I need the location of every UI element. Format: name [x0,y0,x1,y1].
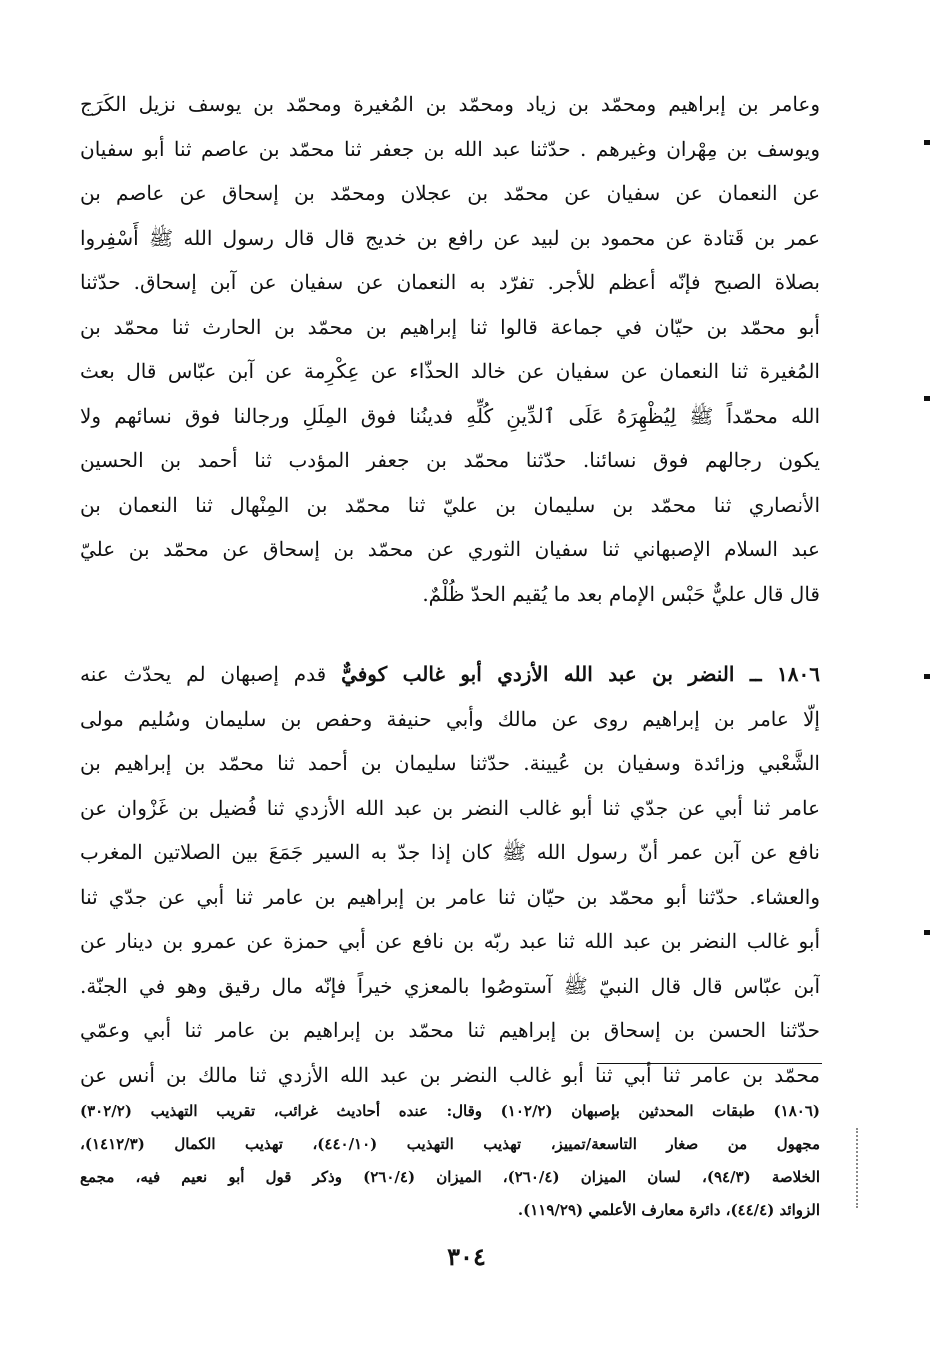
text-line: بصلاة الصبح فإنّه أعظم للأجر. تفرّد به النعمان عن سفيان عن آبن إسحاق. حدّثنا [80,270,820,294]
margin-dots [856,1128,860,1208]
text-line: المُغيرة ثنا النعمان عن سفيان عن خالد الحذّاء عن عِكْرِمة عن آبن عبّاس قال بعث [80,359,820,383]
text-line: أبو غالب النضر بن عبد الله ثنا عبد ربّه بن نافع عن أبي حمزة عن عمرو بن دينار عن [80,929,820,953]
text-line: إلّا عامر بن إبراهيم روى عن مالك وأبي حنيفة وحفص بن سليمان وسُليم مولى [80,706,820,731]
text-line: عامر ثنا أبي عن جدّي ثنا أبو غالب النضر بن عبد الله الأزدي ثنا فُضيل بن غَزْوان عن [80,795,820,820]
footnote-line: الخلاصة (٩٤/٣)، لسان الميزان (٢٦٠/٤)، الميزان (٢٦٠/٤) وذكر قول أبو نعيم فيه، مجمع [80,1168,820,1186]
text-line: عن النعمان عن سفيان عن محمّد بن عجلان ومحمّد بن إسحاق عن عاصم بن [80,181,820,205]
footnote-separator [597,1063,822,1064]
text-line: حدّثنا الحسن بن إسحاق بن إبراهيم ثنا محمّد بن إبراهيم بن عامر ثنا أبي وعمّي [80,1018,820,1042]
entry-first-line [80,652,820,697]
text-line: أبو محمّد بن حيّان في جماعة قالوا ثنا إبراهيم بن محمّد بن الحارث ثنا محمّد بن [80,314,820,339]
text-line: نافع عن آبن عمر أنّ رسول الله ﷺ كان إذا جدّ به السير جَمَعَ بين الصلاتين المغرب [80,840,820,864]
text-line: آبن عبّاس قال قال النبيّ ﷺ آستوصُوا بالمعزي خيراً فإنّه مال رقيق وهو في الجنّة. [80,973,820,998]
margin-mark [924,396,930,401]
margin-mark [924,930,930,935]
text-line: ويوسف بن مِهْران وغيرهم . حدّثنا عبد الله بن جعفر ثنا محمّد بن عاصم ثنا أبو سفيان [80,136,820,161]
text-line: الشَّعْبي وزائدة وسفيان بن عُيينة. حدّثنا سليمان بن أحمد ثنا محمّد بن إبراهيم بن [80,751,820,775]
footnote-line: (١٨٠٦) طبقات المحدثين بإصبهان (١٠٢/٢) وقال: عنده أحاديث غرائب، تقريب التهذيب (٣٠٢/٢) [80,1102,820,1120]
text-line: محمّد بن عامر ثنا أبي ثنا أبو غالب النضر بن عبد الله الأزدي ثنا مالك بن أنس عن [80,1062,820,1087]
entry-gap [80,616,820,652]
text-line: قال قال عليٌّ حَبْس الإمام بعد ما يُقيم الحدّ ظُلْمٌ. [422,581,820,606]
text-line: يكون رجالهم فوق نسائنا. حدّثنا محمّد بن جعفر المؤدب ثنا أحمد بن الحسين [80,448,820,472]
footnote-line: مجهول من صغار التاسعة/تمييز، تهذيب التهذيب (٤٤٠/١٠)، تهذيب الكمال (١٤١٢/٣)، [80,1135,820,1153]
text-line: الله محمّداً ﷺ لِيُظْهِرَهُ عَلَى ٱلدِّينِ كُلِّهِ فدينُنا فوق المِلَلِ ورجالنا فوق نسائهم ولا [80,403,820,428]
entry-heading-rest: قدم إصبهان لم يحدّث عنه [80,662,327,686]
margin-mark [924,674,930,679]
text-line: والعشاء. حدّثنا أبو محمّد بن حيّان ثنا عامر بن إبراهيم بن عامر ثنا أبي عن جدّي ثنا [80,884,820,909]
text-line: وعامر بن إبراهيم ومحمّد بن زياد ومحمّد بن المُغيرة ومحمّد بن يوسف نزيل الكَرَج [80,92,820,116]
footnotes [80,1095,820,1227]
text-line: الأنصاري ثنا محمّد بن سليمان بن عليّ ثنا محمّد بن المِنْهال ثنا النعمان بن [80,492,820,517]
margin-mark [924,140,930,145]
page-number: ٣٠٤ [447,1242,486,1271]
text-line: عمر بن قَتادة عن محمود بن لبيد عن رافع بن خديج قال قال رسول الله ﷺ أَسْفِروا [80,225,820,250]
entry-heading: ١٨٠٦ ــ النضر بن عبد الله الأزدي أبو غالب كوفيٌّ [341,662,820,686]
main-text [80,82,820,1097]
text-line: عبد السلام الإصبهاني ثنا سفيان الثوري عن محمّد بن إسحاق عن محمّد بن عليّ [80,537,820,561]
footnote-line: الزوائد (٤٤/٤)، دائرة معارف الأعلمي (١١٩/٢٩). [517,1201,820,1219]
